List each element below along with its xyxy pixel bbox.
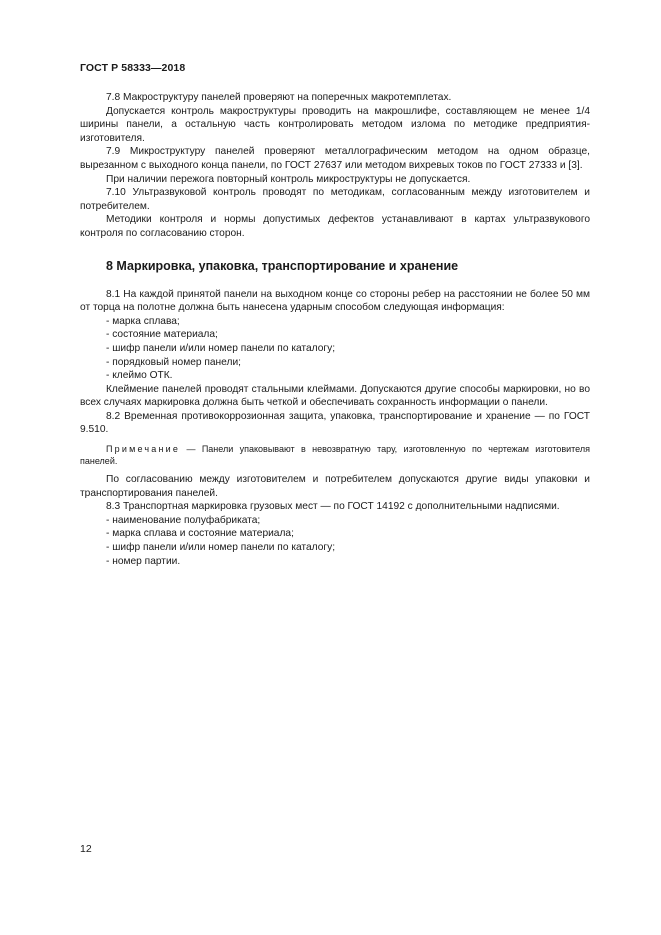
paragraph-agreement: По согласованию между изготовителем и потребителем допускаются другие виды упаковки и транспортирования панелей. — [80, 474, 590, 499]
paragraph-7-9: 7.9 Микроструктуру панелей проверяют металлографическим методом на одном образце, вырезанном с выходного конца панели, по ГОСТ 27637 или методом вихревых токов по ГОСТ 27333 и [3]. — [80, 146, 590, 171]
list-item: - марка сплава; — [106, 315, 180, 327]
list-item: - шифр панели и/или номер панели по каталогу; — [106, 542, 336, 554]
paragraph-8-3: 8.3 Транспортная маркировка грузовых мест — по ГОСТ 14192 с дополнительными надписями. — [106, 501, 560, 513]
paragraph-stamping: Клеймение панелей проводят стальными клеймами. Допускаются другие способы маркировки, но во всех случаях маркировка должна быть четкой и обеспечивать сохранность информации о панели. — [80, 383, 590, 409]
list-item: - порядковый номер панели; — [106, 356, 241, 368]
list-item: - номер партии. — [106, 555, 181, 567]
note-label: Примечание — [106, 444, 181, 455]
list-item: - клеймо ОТК. — [106, 370, 173, 382]
paragraph-7-10: 7.10 Ультразвуковой контроль проводят по методикам, согласованным между изготовителем и потребителем. — [80, 187, 590, 212]
list-item: - марка сплава и состояние материала; — [106, 528, 294, 540]
list-item: - наименование полуфабриката; — [106, 514, 261, 526]
paragraph-overburn: При наличии пережога повторный контроль микроструктуры не допускается. — [106, 173, 471, 185]
note-text: — Панели упаковывают в невозвратную тару, изготовленную по чертежам изготовителя панелей. — [80, 444, 590, 467]
note — [80, 443, 590, 467]
document-body — [80, 91, 590, 568]
paragraph-8-1: 8.1 На каждой принятой панели на выходном конце со стороны ребер на расстоянии не более 50 мм от торца на полотне должна быть нанесена ударным способом следующая информация: — [80, 288, 590, 314]
document-header: ГОСТ Р 58333—2018 — [80, 62, 186, 74]
list-item: - шифр панели и/или номер панели по каталогу; — [106, 342, 336, 354]
section-8-heading: 8 Маркировка, упаковка, транспортирование и хранение — [106, 258, 459, 273]
paragraph-8-2: 8.2 Временная противокоррозионная защита, упаковка, транспортирование и хранение — по ГОСТ 9.510. — [80, 410, 590, 436]
page-number: 12 — [80, 843, 92, 855]
paragraph-ultrasonic-maps: Методики контроля и нормы допустимых дефектов устанавливают в картах ультразвукового контроля по согласованию сторон. — [80, 214, 590, 239]
paragraph-macroshlif: Допускается контроль макроструктуры проводить на макрошлифе, составляющем не менее 1/4 ширины панели, а остальную часть контролировать методом излома по методике предприятия-изготовителя. — [80, 105, 590, 144]
list-item: - состояние материала; — [106, 329, 218, 341]
paragraph-7-8: 7.8 Макроструктуру панелей проверяют на поперечных макротемплетах. — [106, 92, 452, 103]
